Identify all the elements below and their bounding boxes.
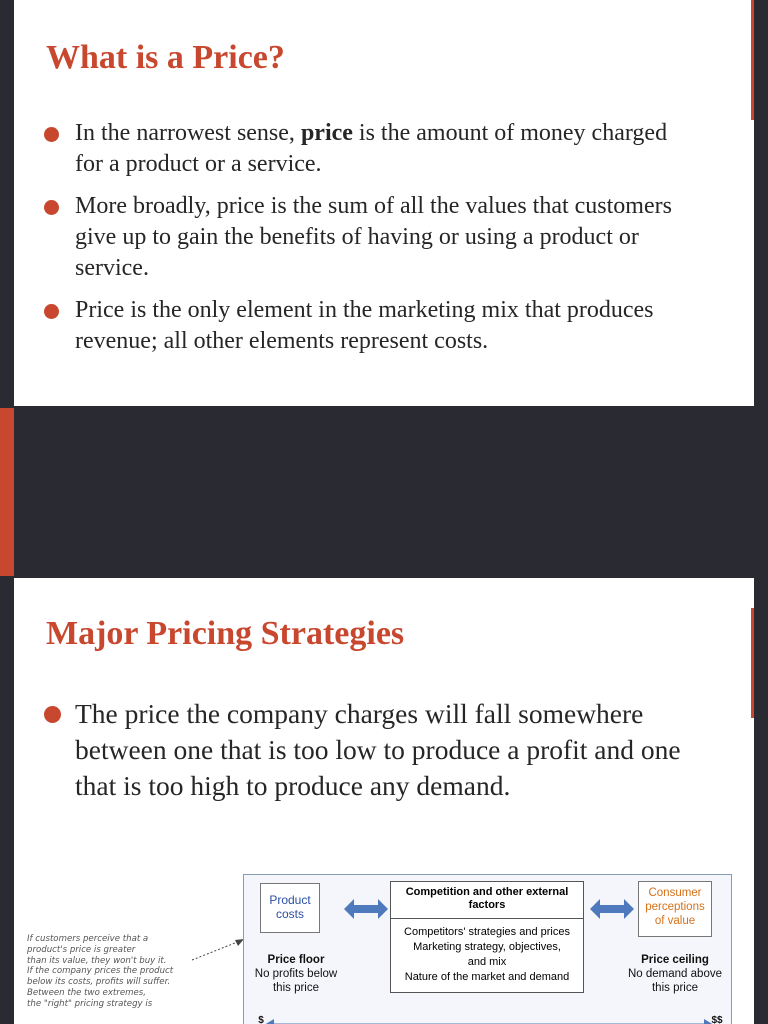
bullet-dot-icon xyxy=(44,127,59,142)
scale-high-label: $$ xyxy=(711,1015,723,1024)
price-ceiling: Price ceiling No demand above this price xyxy=(628,954,722,994)
bullet-dot-icon xyxy=(44,200,59,215)
slide-title: What is a Price? xyxy=(46,39,285,76)
bullet-dot-icon xyxy=(44,304,59,319)
bullet-item: Price is the only element in the marketing mix that produces revenue; all other elements represent costs. xyxy=(42,295,682,357)
bullet-list xyxy=(42,696,682,804)
bullet-item: More broadly, price is the sum of all the values that customers give up to gain the benefits of having or using a product or service. xyxy=(42,191,682,284)
pricing-diagram xyxy=(243,874,732,1024)
double-arrow-icon xyxy=(344,897,388,921)
double-arrow-icon xyxy=(590,897,634,921)
margin-note: If customers perceive that a product's price is greater than its value, they won't buy it. If the company prices the product below its costs, profits will suffer. Between the two extremes, the "right" pricing strategy is xyxy=(27,934,174,1009)
product-costs-box: Product costs xyxy=(260,883,320,933)
consumer-perceptions-box: Consumer perceptions of value xyxy=(638,881,712,937)
competition-item: Nature of the market and demand xyxy=(404,971,570,983)
slide-major-pricing-strategies xyxy=(14,578,754,1024)
bullet-dot-icon xyxy=(44,706,61,723)
slide-what-is-a-price xyxy=(14,0,754,406)
scale-low-label: $ xyxy=(258,1015,264,1024)
slide-title: Major Pricing Strategies xyxy=(46,615,405,652)
price-keyword: price xyxy=(300,120,353,146)
accent-bar-right-bottom xyxy=(751,608,754,718)
note-pointer-arrow-icon xyxy=(190,934,250,964)
price-floor: Price floor No profits below this price xyxy=(254,954,338,994)
accent-bar-left xyxy=(0,408,14,576)
competition-item: Marketing strategy, objectives, and mix xyxy=(413,941,561,968)
competition-header: Competition and other external factors xyxy=(391,882,583,919)
competition-item: Competitors' strategies and prices xyxy=(404,926,570,938)
bullet-list xyxy=(42,118,682,368)
price-scale-arrow-icon xyxy=(264,1018,714,1024)
bullet-item: In the narrowest sense, price is the amount of money charged for a product or a service. xyxy=(42,118,682,180)
competition-box xyxy=(390,881,584,993)
accent-bar-right-top xyxy=(751,0,754,120)
bullet-item: The price the company charges will fall somewhere between one that is too low to produce a profit and one that is too high to produce any demand. xyxy=(42,696,682,804)
